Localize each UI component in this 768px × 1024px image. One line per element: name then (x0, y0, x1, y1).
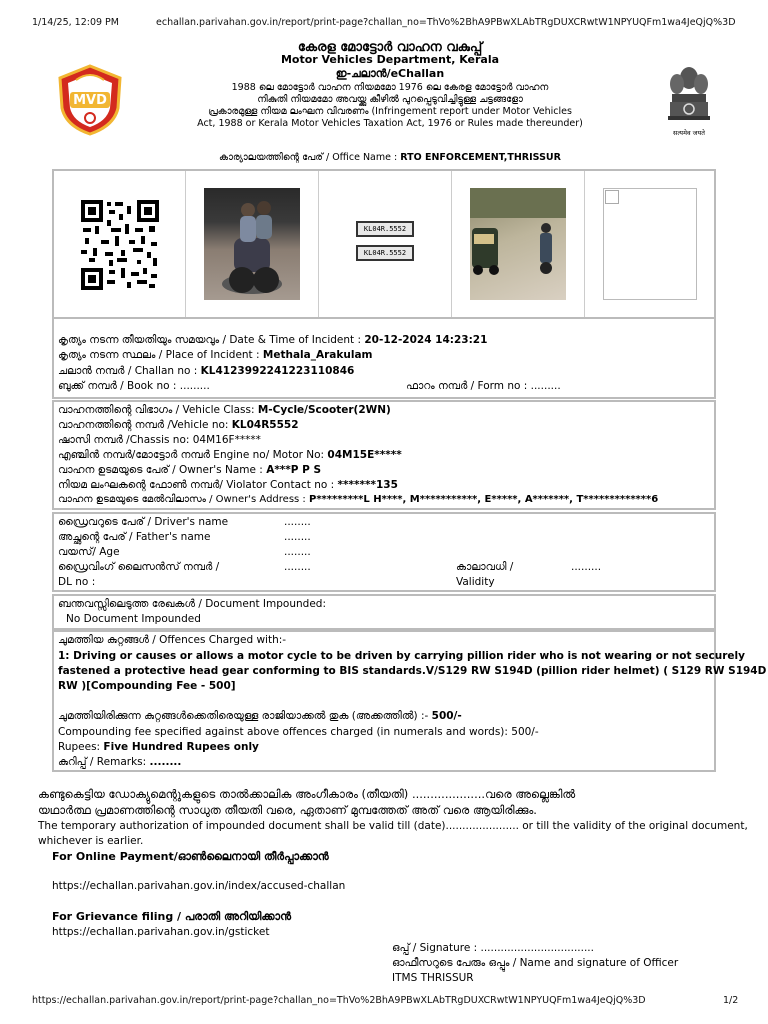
fee-ml (58, 710, 462, 723)
driver-name-label: ഡ്രൈവറുടെ പേര് / Driver's name (58, 516, 229, 528)
documents-value: No Document Impounded (66, 613, 201, 625)
page-number: 1/2 (723, 995, 739, 1006)
owner-label: വാഹന ഉടമയുടെ പേര് / Owner's Name : (58, 464, 267, 476)
vehicle-no-label: വാഹനത്തിന്റെ നമ്പർ /Vehicle no: (58, 419, 232, 431)
signature-line: ഒപ്പ് / Signature : .................................. (392, 942, 594, 954)
book-number: ബുക്ക് നമ്പർ / Book no : ......... (58, 380, 210, 392)
legal-desc-line: പ്രകാരമുള്ള നിയമ ലംഘന വിവരണം (Infringement report under Motor Vehicles (208, 106, 572, 117)
owner-address (58, 494, 658, 505)
documents-label: ബന്തവസ്സിലെടുത്ത രേഖകൾ / Document Impounded: (58, 598, 326, 610)
qr-cell (54, 171, 186, 317)
plate-crop: KL04R.5552 (356, 221, 414, 237)
dept-title-ml: കേരള മോട്ടോർ വാഹന വകുപ്പ് (297, 40, 483, 55)
broken-image-icon (605, 190, 619, 204)
footer-url: https://echallan.parivahan.gov.in/report/print-page?challan_no=ThVo%2BhA9PBwXLAbTRgDUXCRwtW1NPYUQFm1wa4JeQjQ%3D (32, 995, 646, 1006)
validity-label: കാലാവധി / (456, 561, 514, 573)
office-label: കാര്യാലയത്തിന്റെ പേര് / Office Name : (219, 152, 401, 163)
offence-line: 1: Driving or causes or allows a motor cycle to be driven by carrying pillion rider who is not wearing or not securely (58, 650, 745, 662)
class-value: M-Cycle/Scooter(2WN) (257, 404, 391, 416)
owner-value: A***P P S (266, 464, 322, 476)
legal-desc-line: Act, 1988 or Kerala Motor Vehicles Taxation Act, 1976 or Rules made thereunder) (197, 118, 583, 129)
offence-line: fastened a protective head gear conforming to BIS standards.V/S129 RW S194D (pillion rider helmet) ( S129 RW S194D (58, 665, 767, 677)
validity-value: ......... (571, 561, 602, 573)
offence-line: RW )[Compounding Fee - 500] (58, 680, 236, 692)
qr-code (81, 200, 159, 290)
incident-place (58, 349, 372, 362)
datetime-value: 20-12-2024 14:23:21 (364, 334, 488, 346)
challan-value: KL4123992241223110846 (200, 365, 355, 377)
offences-label: ചുമത്തിയ കുറ്റങ്ങൾ / Offences Charged with:- (58, 634, 287, 646)
legal-description (165, 82, 615, 130)
plate-crops-cell (319, 171, 452, 317)
office-name (150, 152, 630, 163)
datetime-label: കൃത്യം നടന്ന തീയതിയും സമയവും / Date & Time of Incident : (58, 334, 365, 346)
plate-crop: KL04R.5552 (356, 245, 414, 261)
fee-value: 500/- (431, 710, 462, 722)
evidence-images (52, 169, 716, 319)
vehicle-class (58, 404, 391, 417)
validity-label-en: Validity (456, 576, 495, 588)
engine-value: 04M15E***** (327, 449, 402, 461)
rupees-label: Rupees: (58, 741, 104, 753)
remarks-value: ........ (149, 756, 182, 768)
offences-section (52, 630, 767, 772)
authorization-ml-2: യഥാർത്ഥ പ്രമാണത്തിന്റെ സാധുത തീയതി വരെ, ഏതാണ് മുമ്പത്തേത് അത് വരെ ആയിരിക്കും. (38, 803, 537, 817)
place-value: Methala_Arakulam (262, 349, 373, 361)
echallan-title: ഇ-ചലാൻ/eChallan (335, 67, 445, 80)
grievance-link[interactable]: https://echallan.parivahan.gov.in/gsticket (52, 926, 270, 938)
remarks-label: കുറിപ്പ് / Remarks: (58, 756, 150, 768)
print-timestamp: 1/14/25, 12:09 PM (32, 17, 119, 28)
class-label: വാഹനത്തിന്റെ വിഭാഗം / Vehicle Class: (58, 404, 258, 416)
broken-image-placeholder (603, 188, 697, 300)
engine-number (58, 449, 402, 462)
dl-value: ........ (284, 561, 311, 573)
incident-datetime (58, 334, 487, 347)
grievance-label: For Grievance filing / പരാതി അറിയിക്കാൻ (52, 910, 292, 923)
incident-section (52, 319, 716, 399)
remarks (58, 756, 181, 769)
challan-number (58, 365, 354, 378)
age-label: വയസ്/ Age (58, 546, 120, 558)
place-label: കൃത്യം നടന്ന സ്ഥലം / Place of Incident : (58, 349, 263, 361)
vehicle-number (58, 419, 299, 432)
fee-words (58, 741, 259, 753)
street-photo-cell (452, 171, 585, 317)
legal-desc-line: നികുതി നിയമമോ അവയ്ക്കു കീഴിൽ പുറപ്പെടുവിച്ചിട്ടുള്ള ചട്ടങ്ങളോ (257, 94, 523, 105)
father-name-label: അച്ഛന്റെ പേര് / Father's name (58, 531, 211, 543)
authorization-en-2: whichever is earlier. (38, 835, 144, 847)
emblem-caption: सत्यमेव जयते (673, 129, 705, 137)
father-name-value: ........ (284, 531, 311, 543)
violator-contact (58, 479, 398, 492)
fee-en: Compounding fee specified against above offences charged (in numerals and words): 500/- (58, 726, 539, 738)
chassis-number: ഷാസി നമ്പർ /Chassis no: 04M16F***** (58, 434, 261, 446)
print-url: echallan.parivahan.gov.in/report/print-page?challan_no=ThVo%2BhA9PBwXLAbTRgDUXCRwtW1NPYUQFm1wa4JeQjQ%3D (156, 17, 736, 28)
office-value: RTO ENFORCEMENT,THRISSUR (400, 152, 561, 163)
vehicle-no-value: KL04R5552 (231, 419, 299, 431)
mvd-logo (56, 64, 124, 136)
national-emblem (664, 64, 714, 140)
address-label: വാഹന ഉടമയുടെ മേൽവിലാസം / Owner's Address : (58, 494, 309, 505)
online-payment-link[interactable]: https://echallan.parivahan.gov.in/index/accused-challan (52, 880, 346, 892)
driver-name-value: ........ (284, 516, 311, 528)
authorization-en-1: The temporary authorization of impounded document shall be valid till (date)...................... or till the validity of the original document, (38, 820, 748, 832)
contact-label: നിയമ ലംഘകന്റെ ഫോൺ നമ്പർ/ Violator Contact no : (58, 479, 338, 491)
contact-value: *******135 (337, 479, 398, 491)
legal-desc-line: 1988 ലെ മോട്ടോർ വാഹന നിയമമോ 1976 ലെ കേരള മോട്ടോർ വാഹന (231, 82, 549, 93)
officer-name-label: ഓഫീസറുടെ പേരും ഒപ്പും / Name and signature of Officer (392, 957, 679, 969)
dept-title-en: Motor Vehicles Department, Kerala (280, 53, 500, 66)
officer-office: ITMS THRISSUR (392, 972, 474, 984)
owner-name (58, 464, 321, 477)
authorization-ml-1: കണ്ടുകെട്ടിയ ഡോക്യുമെന്റുകളുടെ താൽക്കാലിക അംഗീകാരം (തീയതി) ....................വരെ അല്ലെങ്കിൽ (38, 787, 576, 801)
form-number: ഫാറം നമ്പർ / Form no : ......... (406, 380, 561, 392)
online-payment-label: For Online Payment/ഓൺലൈനായി തീർപ്പാക്കാൻ (52, 850, 329, 863)
dl-label: ഡ്രൈവിംഗ് ലൈസൻസ് നമ്പർ / (58, 561, 220, 573)
street-photo (470, 188, 566, 300)
address-value: P*********L H****, M***********, E*****, A*******, T*************6 (308, 494, 659, 505)
fee-label: ചുമത്തിയിരിക്കുന്ന കുറ്റങ്ങൾക്കെതിരെയുള്ള രാജിയാക്കൽ തുക (അക്കത്തിൽ) :- (58, 710, 432, 722)
vehicle-section (52, 400, 716, 510)
rider-photo-cell (186, 171, 319, 317)
rider-photo (204, 188, 300, 300)
age-value: ........ (284, 546, 311, 558)
logo-text: MVD (73, 93, 107, 108)
rupees-value: Five Hundred Rupees only (103, 741, 259, 753)
dl-label-en: DL no : (58, 576, 96, 588)
engine-label: എഞ്ചിൻ നമ്പർ/മോട്ടോർ നമ്പർ Engine no/ Motor No: (58, 449, 328, 461)
driver-section (52, 512, 716, 592)
challan-label: ചലാൻ നമ്പർ / Challan no : (58, 365, 201, 377)
documents-section (52, 594, 716, 630)
broken-image-cell (585, 171, 714, 317)
